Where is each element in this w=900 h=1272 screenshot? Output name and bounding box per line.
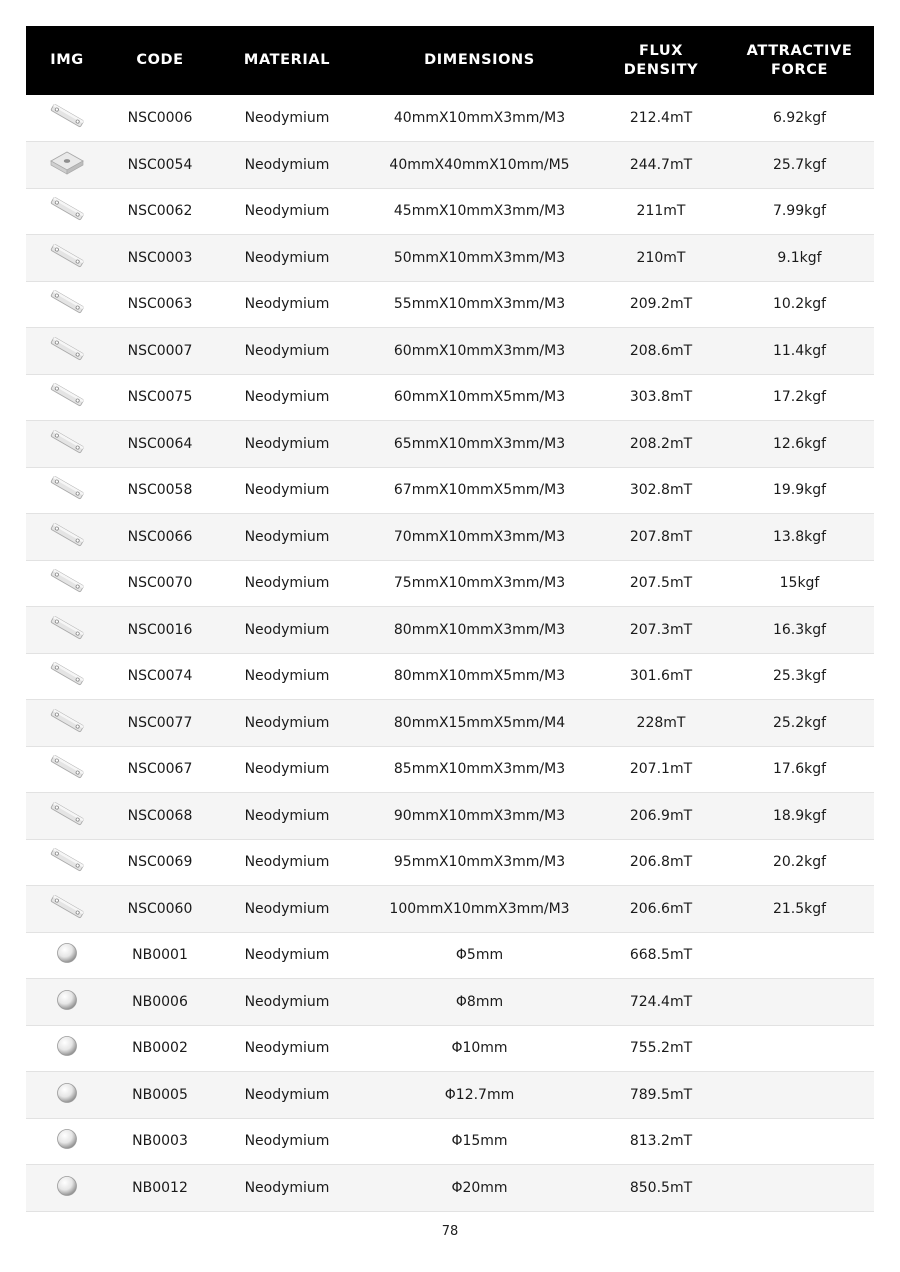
bar-square-magnet-icon (48, 289, 86, 319)
table-row (26, 746, 874, 793)
bar-square-magnet-icon (48, 615, 86, 645)
bar-square-magnet-icon (48, 522, 86, 552)
dimensions-cell: 70mmX10mmX3mm/M3 (393, 528, 566, 545)
img-cell (26, 607, 108, 654)
dimensions-cell: 100mmX10mmX3mm/M3 (389, 900, 570, 917)
attractive-force-cell (725, 932, 874, 979)
table-row (26, 328, 874, 375)
flux-density-cell: 668.5mT (629, 947, 693, 964)
bar-square-magnet-icon (48, 336, 86, 366)
attractive-force-cell: 17.6kgf (772, 761, 827, 778)
material-cell: Neodymium (244, 482, 330, 499)
attractive-force-cell: 19.9kgf (772, 482, 827, 499)
code-cell: NB0002 (132, 1040, 188, 1057)
code-cell: NSC0064 (127, 435, 193, 452)
dimensions-cell: Φ15mm (451, 1133, 508, 1150)
dimensions-cell: 67mmX10mmX5mm/M3 (393, 482, 566, 499)
table-row (26, 932, 874, 979)
magnet-spec-table (26, 26, 874, 1212)
table-row (26, 607, 874, 654)
ball-magnet-icon (55, 941, 79, 969)
material-cell: Neodymium (244, 714, 330, 731)
img-cell (26, 653, 108, 700)
code-cell: NSC0067 (127, 761, 193, 778)
code-cell: NSC0069 (127, 854, 193, 871)
img-cell (26, 839, 108, 886)
bar-square-magnet-icon (48, 103, 86, 133)
material-cell: Neodymium (244, 993, 330, 1010)
bar-square-magnet-icon (48, 708, 86, 738)
code-cell: NSC0016 (127, 621, 193, 638)
table-row (26, 1118, 874, 1165)
code-cell: NSC0062 (127, 203, 193, 220)
page-number: 78 (441, 1224, 459, 1239)
code-cell: NSC0060 (127, 900, 193, 917)
material-cell: Neodymium (244, 1086, 330, 1103)
flux-density-cell: 207.3mT (629, 621, 693, 638)
attractive-force-cell: 9.1kgf (777, 249, 822, 266)
flux-density-cell: 813.2mT (629, 1133, 693, 1150)
img-cell (26, 979, 108, 1026)
table-row (26, 793, 874, 840)
flux-density-cell: 724.4mT (629, 993, 693, 1010)
attractive-force-cell: 15kgf (779, 575, 820, 592)
dimensions-cell: 80mmX10mmX3mm/M3 (393, 621, 566, 638)
flux-density-cell: 208.2mT (629, 435, 693, 452)
bar-square-magnet-icon (48, 568, 86, 598)
material-cell: Neodymium (244, 435, 330, 452)
flux-density-cell: 301.6mT (629, 668, 693, 685)
table-row (26, 188, 874, 235)
code-cell: NSC0054 (127, 156, 193, 173)
flux-density-cell: 207.1mT (629, 761, 693, 778)
table-row (26, 467, 874, 514)
material-cell: Neodymium (244, 296, 330, 313)
code-cell: NSC0007 (127, 342, 193, 359)
attractive-force-cell: 20.2kgf (772, 854, 827, 871)
code-cell: NSC0068 (127, 807, 193, 824)
flux-density-cell: 208.6mT (629, 342, 693, 359)
square-plate-magnet-icon (48, 149, 86, 181)
header-force-line2: FORCE (771, 61, 828, 78)
img-cell (26, 932, 108, 979)
img-cell (26, 746, 108, 793)
code-cell: NSC0070 (127, 575, 193, 592)
dimensions-cell: Φ8mm (455, 993, 504, 1010)
img-cell (26, 1165, 108, 1212)
attractive-force-cell: 18.9kgf (772, 807, 827, 824)
img-cell (26, 700, 108, 747)
table-header (26, 26, 874, 95)
material-cell: Neodymium (244, 1040, 330, 1057)
dimensions-cell: Φ5mm (455, 947, 504, 964)
header-flux-density (597, 26, 725, 95)
material-cell: Neodymium (244, 900, 330, 917)
img-cell (26, 560, 108, 607)
attractive-force-cell: 12.6kgf (772, 435, 827, 452)
material-cell: Neodymium (244, 575, 330, 592)
material-cell: Neodymium (244, 807, 330, 824)
ball-magnet-icon (55, 1034, 79, 1062)
code-cell: NSC0003 (127, 249, 193, 266)
img-cell (26, 328, 108, 375)
header-flux-line2: DENSITY (623, 61, 699, 78)
material-cell: Neodymium (244, 1133, 330, 1150)
dimensions-cell: 55mmX10mmX3mm/M3 (393, 296, 566, 313)
ball-magnet-icon (55, 1081, 79, 1109)
flux-density-cell: 207.5mT (629, 575, 693, 592)
img-cell (26, 188, 108, 235)
code-cell: NSC0074 (127, 668, 193, 685)
header-row (26, 26, 874, 95)
code-cell: NB0003 (132, 1133, 188, 1150)
dimensions-cell: 75mmX10mmX3mm/M3 (393, 575, 566, 592)
flux-density-cell: 209.2mT (629, 296, 693, 313)
material-cell: Neodymium (244, 761, 330, 778)
code-cell: NB0006 (132, 993, 188, 1010)
table-row (26, 653, 874, 700)
img-cell (26, 1025, 108, 1072)
img-cell (26, 467, 108, 514)
attractive-force-cell: 16.3kgf (772, 621, 827, 638)
material-cell: Neodymium (244, 668, 330, 685)
table-row (26, 560, 874, 607)
flux-density-cell: 207.8mT (629, 528, 693, 545)
table-row (26, 281, 874, 328)
dimensions-cell: 40mmX40mmX10mm/M5 (389, 156, 570, 173)
dimensions-cell: 60mmX10mmX3mm/M3 (393, 342, 566, 359)
ball-magnet-icon (55, 1174, 79, 1202)
dimensions-cell: 50mmX10mmX3mm/M3 (393, 249, 566, 266)
dimensions-cell: Φ12.7mm (444, 1086, 515, 1103)
material-cell: Neodymium (244, 110, 330, 126)
header-attractive-force (725, 26, 874, 95)
flux-density-cell: 303.8mT (629, 389, 693, 406)
table-row (26, 1165, 874, 1212)
bar-square-magnet-icon (48, 429, 86, 459)
header-dimensions: DIMENSIONS (424, 52, 535, 68)
flux-density-cell: 789.5mT (629, 1086, 693, 1103)
material-cell: Neodymium (244, 249, 330, 266)
code-cell: NSC0077 (127, 714, 193, 731)
bar-square-magnet-icon (48, 196, 86, 226)
attractive-force-cell: 13.8kgf (772, 528, 827, 545)
dimensions-cell: 90mmX10mmX3mm/M3 (393, 807, 566, 824)
flux-density-cell: 206.9mT (629, 807, 693, 824)
attractive-force-cell: 11.4kgf (772, 342, 827, 359)
bar-square-magnet-icon (48, 847, 86, 877)
code-cell: NB0001 (132, 947, 188, 964)
ball-magnet-icon (55, 1127, 79, 1155)
material-cell: Neodymium (244, 947, 330, 964)
table-row (26, 95, 874, 142)
header-material: MATERIAL (243, 52, 331, 68)
material-cell: Neodymium (244, 203, 330, 220)
flux-density-cell: 755.2mT (629, 1040, 693, 1057)
code-cell: NSC0063 (127, 296, 193, 313)
bar-square-magnet-icon (48, 801, 86, 831)
header-force-line1: ATTRACTIVE (746, 42, 853, 59)
bar-square-magnet-icon (48, 661, 86, 691)
material-cell: Neodymium (244, 342, 330, 359)
table-row (26, 700, 874, 747)
table-row (26, 374, 874, 421)
bar-square-magnet-icon (48, 475, 86, 505)
flux-density-cell: 244.7mT (629, 156, 693, 173)
attractive-force-cell: 25.2kgf (772, 714, 827, 731)
table-body (26, 95, 874, 1211)
attractive-force-cell: 21.5kgf (772, 900, 827, 917)
dimensions-cell: 95mmX10mmX3mm/M3 (393, 854, 566, 871)
img-cell (26, 421, 108, 468)
attractive-force-cell (725, 1165, 874, 1212)
img-cell (26, 95, 108, 142)
material-cell: Neodymium (244, 621, 330, 638)
dimensions-cell: 65mmX10mmX3mm/M3 (393, 435, 566, 452)
attractive-force-cell: 6.92kgf (772, 110, 827, 126)
table-row (26, 421, 874, 468)
header-flux-line1: FLUX (639, 42, 683, 59)
img-cell (26, 793, 108, 840)
flux-density-cell: 206.6mT (629, 900, 693, 917)
code-cell: NSC0006 (127, 110, 193, 126)
img-cell (26, 514, 108, 561)
img-cell (26, 886, 108, 933)
attractive-force-cell (725, 1118, 874, 1165)
table-row (26, 514, 874, 561)
flux-density-cell: 210mT (636, 249, 686, 266)
attractive-force-cell: 17.2kgf (772, 389, 827, 406)
material-cell: Neodymium (244, 389, 330, 406)
table-row (26, 839, 874, 886)
dimensions-cell: 60mmX10mmX5mm/M3 (393, 389, 566, 406)
attractive-force-cell: 25.3kgf (772, 668, 827, 685)
flux-density-cell: 228mT (636, 714, 686, 731)
table-row (26, 235, 874, 282)
dimensions-cell: 80mmX10mmX5mm/M3 (393, 668, 566, 685)
dimensions-cell: 80mmX15mmX5mm/M4 (393, 714, 566, 731)
code-cell: NSC0066 (127, 528, 193, 545)
flux-density-cell: 211mT (636, 203, 686, 220)
img-cell (26, 1072, 108, 1119)
bar-square-magnet-icon (48, 754, 86, 784)
dimensions-cell: 85mmX10mmX3mm/M3 (393, 761, 566, 778)
img-cell (26, 1118, 108, 1165)
flux-density-cell: 850.5mT (629, 1179, 693, 1196)
flux-density-cell: 212.4mT (629, 110, 693, 126)
bar-square-magnet-icon (48, 382, 86, 412)
table-row (26, 979, 874, 1026)
ball-magnet-icon (55, 988, 79, 1016)
header-code: CODE (136, 52, 184, 68)
table-row (26, 886, 874, 933)
img-cell (26, 281, 108, 328)
attractive-force-cell: 7.99kgf (772, 203, 827, 220)
dimensions-cell: Φ20mm (451, 1179, 508, 1196)
img-cell (26, 235, 108, 282)
code-cell: NB0005 (132, 1086, 188, 1103)
code-cell: NSC0058 (127, 482, 193, 499)
table-row (26, 1072, 874, 1119)
attractive-force-cell: 10.2kgf (772, 296, 827, 313)
flux-density-cell: 206.8mT (629, 854, 693, 871)
material-cell: Neodymium (244, 156, 330, 173)
material-cell: Neodymium (244, 1179, 330, 1196)
dimensions-cell: 40mmX10mmX3mm/M3 (393, 110, 566, 126)
img-cell (26, 142, 108, 189)
img-cell (26, 374, 108, 421)
table-row (26, 142, 874, 189)
code-cell: NSC0075 (127, 389, 193, 406)
header-img: IMG (50, 52, 84, 68)
attractive-force-cell (725, 1072, 874, 1119)
bar-square-magnet-icon (48, 894, 86, 924)
material-cell: Neodymium (244, 528, 330, 545)
flux-density-cell: 302.8mT (629, 482, 693, 499)
bar-square-magnet-icon (48, 243, 86, 273)
attractive-force-cell (725, 979, 874, 1026)
dimensions-cell: 45mmX10mmX3mm/M3 (393, 203, 566, 220)
dimensions-cell: Φ10mm (451, 1040, 508, 1057)
attractive-force-cell (725, 1025, 874, 1072)
attractive-force-cell: 25.7kgf (772, 156, 827, 173)
code-cell: NB0012 (132, 1179, 188, 1196)
material-cell: Neodymium (244, 854, 330, 871)
table-row (26, 1025, 874, 1072)
